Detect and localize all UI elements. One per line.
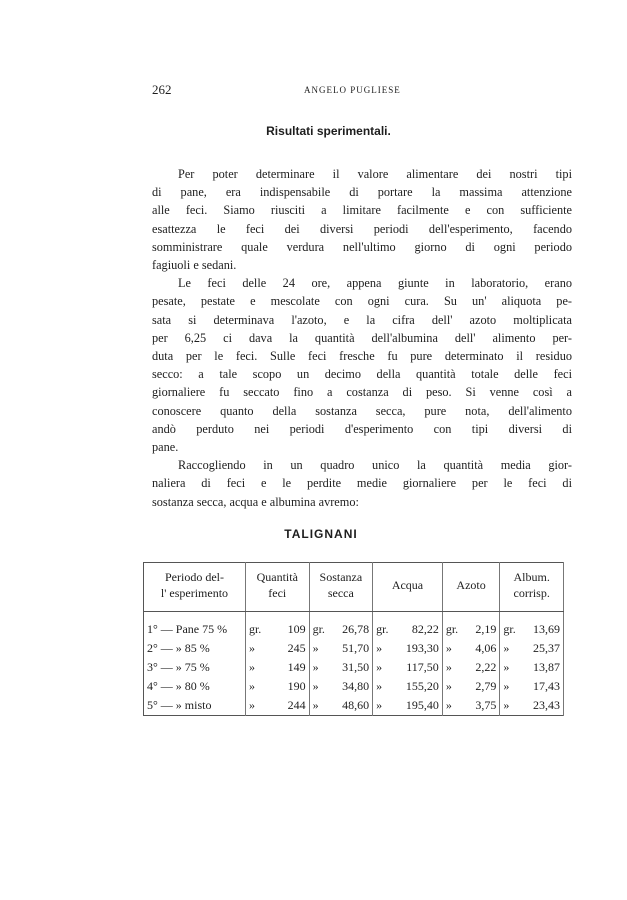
table-row — [144, 677, 564, 696]
col-header-album: Album. corrisp. — [500, 563, 564, 612]
cell-azoto: » 2,22 — [442, 658, 500, 677]
cell-album: » 23,43 — [500, 696, 564, 716]
cell-quantita: » 245 — [245, 639, 309, 658]
cell-periodo: 2° — » 85 % — [144, 639, 246, 658]
col-header-quantita: Quantità feci — [245, 563, 309, 612]
table-title: TALIGNANI — [284, 527, 358, 541]
cell-periodo: 1° — Pane 75 % — [144, 612, 246, 640]
cell-album: gr. 13,69 — [500, 612, 564, 640]
text-line: naliera di feci e le perdite medie giornaliere per le feci di — [152, 476, 572, 491]
text-line: giornaliere fu seccato fino a costanza di peso. Si venne così a — [152, 385, 572, 400]
cell-acqua: » 195,40 — [373, 696, 443, 716]
col-header-secca: Sostanza secca — [309, 563, 373, 612]
text-line: Per poter determinare il valore alimentare dei nostri tipi — [178, 167, 572, 181]
cell-azoto: » 3,75 — [442, 696, 500, 716]
cell-secca: » 31,50 — [309, 658, 373, 677]
cell-azoto: gr. 2,19 — [442, 612, 500, 640]
text-line: pesate, pestate e mescolate con ogni cura. Su un' aliquota pe- — [152, 294, 572, 309]
section-title: Risultati sperimentali. — [266, 124, 391, 138]
results-table — [143, 562, 564, 716]
text-line: conoscere quanto della sostanza secca, pure nota, dell'alimento — [152, 403, 572, 418]
cell-acqua: » 193,30 — [373, 639, 443, 658]
text-line: secco: a tale scopo un decimo della quantità totale delle feci — [152, 367, 572, 382]
cell-album: » 13,87 — [500, 658, 564, 677]
cell-azoto: » 4,06 — [442, 639, 500, 658]
text-line: pane. — [152, 440, 179, 455]
text-line: duta per le feci. Sulle feci fresche fu pure determinato il residuo — [152, 349, 572, 364]
text-line: andò perduto nei periodi d'esperimento con tipi diversi di — [152, 421, 572, 436]
table-header-row — [144, 563, 564, 612]
cell-secca: » 48,60 — [309, 696, 373, 716]
body-text — [152, 165, 572, 511]
text-line: Raccogliendo in un quadro unico la quantità media gior- — [178, 458, 572, 473]
table-row — [144, 612, 564, 640]
cell-secca: » 51,70 — [309, 639, 373, 658]
col-header-periodo: Periodo del- l' esperimento — [144, 563, 246, 612]
col-header-acqua: Acqua — [373, 563, 443, 612]
text-line: sostanza secca, acqua e albumina avremo: — [152, 494, 359, 509]
cell-secca: gr. 26,78 — [309, 612, 373, 640]
cell-album: » 17,43 — [500, 677, 564, 696]
text-line: per 6,25 ci dava la quantità dell'albumina dell' alimento per- — [152, 330, 572, 345]
table-row — [144, 658, 564, 677]
cell-album: » 25,37 — [500, 639, 564, 658]
cell-quantita: » 190 — [245, 677, 309, 696]
cell-acqua: » 117,50 — [373, 658, 443, 677]
running-head: ANGELO PUGLIESE — [304, 85, 401, 95]
cell-acqua: » 155,20 — [373, 677, 443, 696]
col-header-azoto: Azoto — [442, 563, 500, 612]
table-row — [144, 696, 564, 716]
page-number: 262 — [152, 82, 172, 97]
cell-periodo: 3° — » 75 % — [144, 658, 246, 677]
table-row — [144, 639, 564, 658]
cell-periodo: 4° — » 80 % — [144, 677, 246, 696]
text-line: fagiuoli e sedani. — [152, 258, 237, 273]
cell-secca: » 34,80 — [309, 677, 373, 696]
text-line: esattezza le feci dei diversi periodi dell'esperimento, facendo — [152, 221, 572, 236]
cell-quantita: gr. 109 — [245, 612, 309, 640]
text-line: alle feci. Siamo riusciti a limitare facilmente e con sufficiente — [152, 203, 572, 218]
text-line: sata si determinava l'azoto, e la cifra dell' azoto moltiplicata — [152, 312, 572, 327]
cell-periodo: 5° — » misto — [144, 696, 246, 716]
text-line: di pane, era indispensabile di portare la massima attenzione — [152, 185, 572, 200]
cell-azoto: » 2,79 — [442, 677, 500, 696]
text-line: somministrare quale verdura nell'ultimo giorno di ogni periodo — [152, 239, 572, 254]
cell-quantita: » 149 — [245, 658, 309, 677]
text-line: Le feci delle 24 ore, appena giunte in laboratorio, erano — [178, 276, 572, 291]
cell-quantita: » 244 — [245, 696, 309, 716]
cell-acqua: gr. 82,22 — [373, 612, 443, 640]
